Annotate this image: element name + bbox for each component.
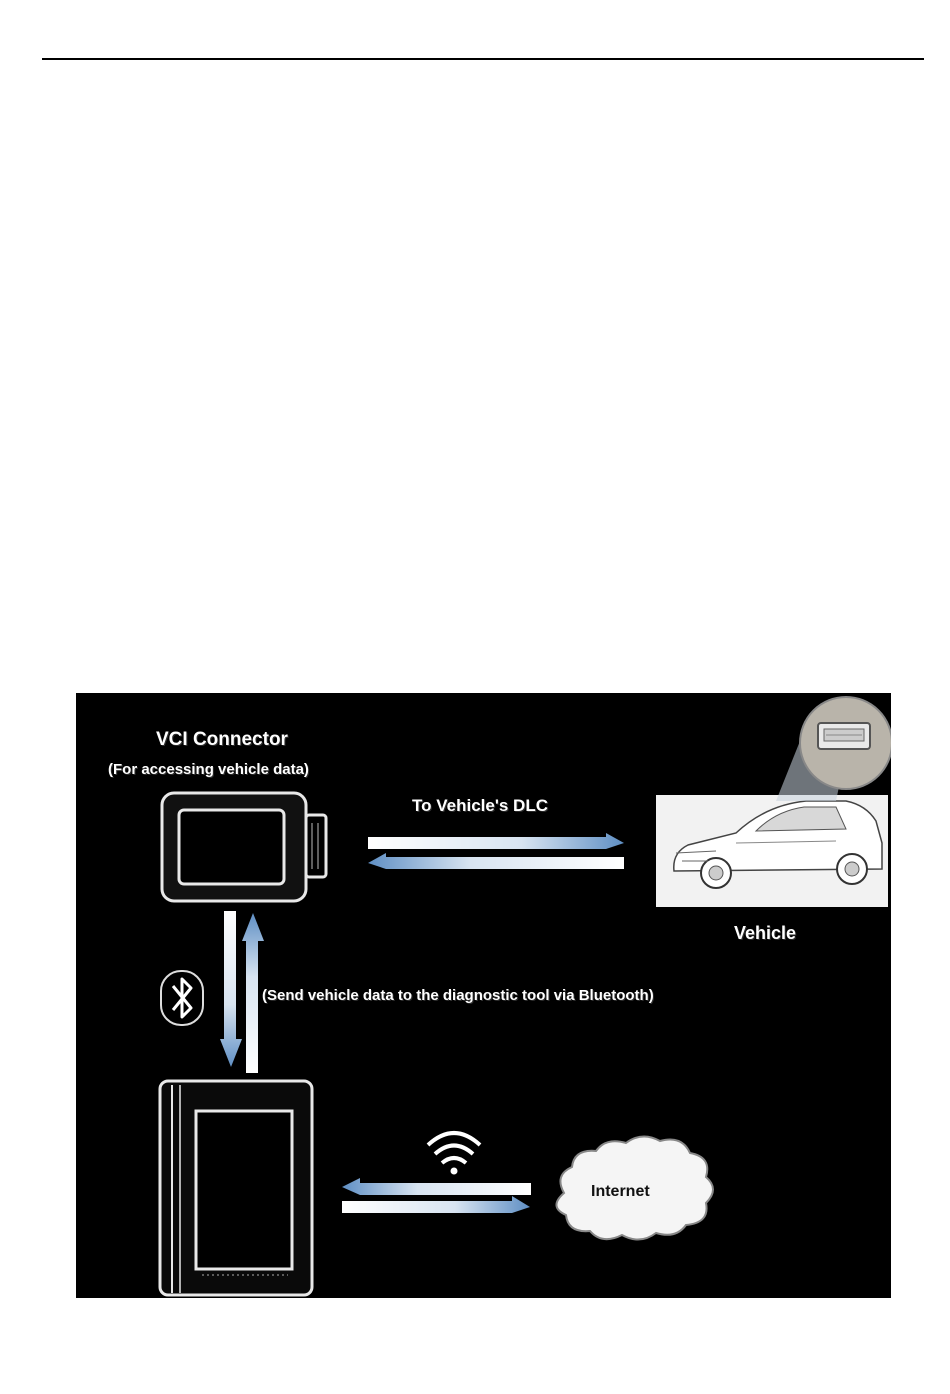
dlc-label: To Vehicle's DLC — [412, 796, 548, 815]
internet-arrows — [342, 1178, 531, 1213]
internet-label: Internet — [591, 1183, 650, 1200]
dlc-port-icon — [776, 697, 891, 801]
bluetooth-arrows — [220, 911, 264, 1073]
vehicle-label: Vehicle — [734, 923, 797, 943]
vci-connector-title: VCI Connector — [156, 729, 288, 750]
top-rule — [42, 58, 924, 60]
dlc-arrows — [368, 833, 624, 869]
vci-connector-subtitle: (For accessing vehicle data) — [108, 761, 309, 778]
car-icon — [656, 795, 888, 907]
vci-connector-icon — [162, 793, 326, 901]
tablet-icon — [160, 1081, 312, 1295]
connection-diagram — [76, 693, 891, 1298]
bluetooth-note: (Send vehicle data to the diagnostic tool via Bluetooth) — [262, 987, 654, 1004]
bluetooth-icon — [161, 971, 203, 1025]
wifi-icon — [428, 1133, 480, 1175]
